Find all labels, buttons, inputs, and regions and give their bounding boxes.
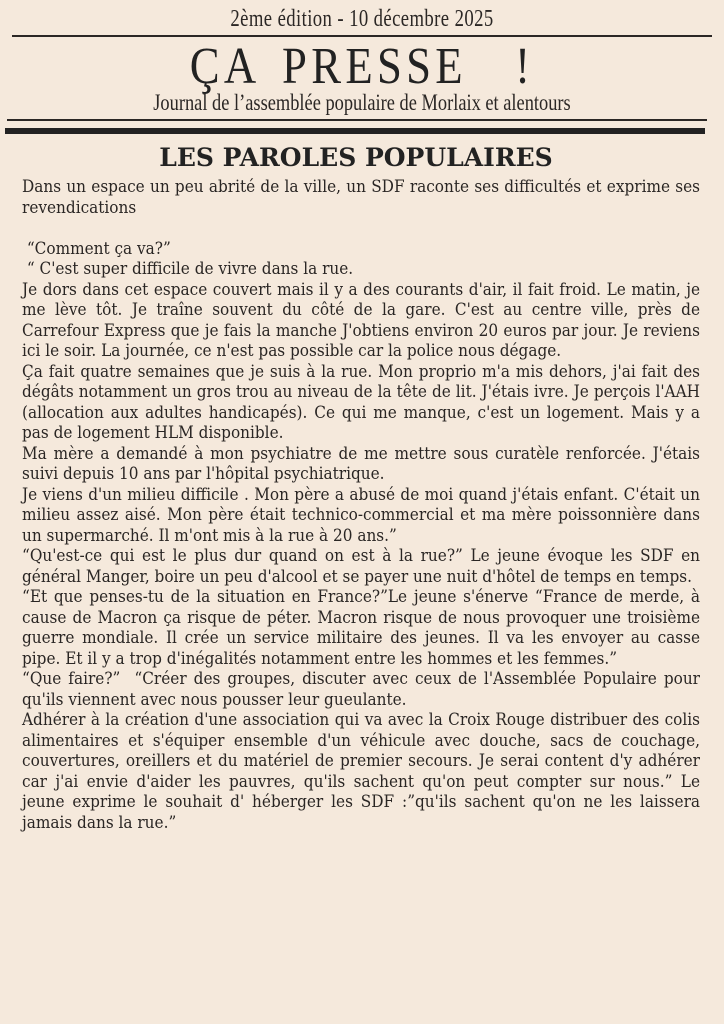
edition-line: 2ème édition - 10 décembre 2025: [230, 6, 494, 32]
paragraph: Je viens d'un milieu difficile . Mon père a abusé de moi quand j'étais enfant. C'était un milieu assez aisé. Mon père était technico-commercial et ma mère poissonnière dans un supermarché. Il m'ont mis à la rue à 20 ans.”: [22, 484, 700, 546]
masthead-title: ÇA PRESSE !: [189, 38, 535, 95]
article-lead: Dans un espace un peu abrité de la ville, un SDF raconte ses difficultés et exprime ses revendications: [22, 177, 700, 218]
paragraph: “Qu'est-ce qui est le plus dur quand on est à la rue?” Le jeune évoque les SDF en général Manger, boire un peu d'alcool et se payer une nuit d'hôtel de temps en temps.: [22, 546, 700, 587]
paragraph: “Comment ça va?”: [22, 238, 171, 259]
paragraph: Adhérer à la création d'une association qui va avec la Croix Rouge distribuer des colis alimentaires et s'équiper ensemble d'un véhicule avec douche, sacs de couchage, couvertures, oreillers et du matériel de premier secours. Je serai content d'y adhérer car j'ai envie d'aider les pauvres, qu'ils sachent qu'on peut compter sur nous.” Le jeune exprime le souhait d' héberger les SDF :”qu'ils sachent qu'on ne les laissera jamais dans la rue.”: [22, 710, 700, 833]
thick-rule: [5, 128, 705, 134]
paragraph: “ C'est super difficile de vivre dans la rue.: [22, 259, 354, 279]
paragraph: Je dors dans cet espace couvert mais il y a des courants d'air, il fait froid. Le matin, je me lève tôt. Je traîne souvent du côté de la gare. C'est au centre ville, près de Carrefour Express que je fais la manche J'obtiens environ 20 euros par jour. Je reviens ici le soir. La journée, ce n'est pas possible car la police nous dégage.: [22, 279, 700, 361]
blank-line: [22, 218, 700, 239]
article-headline: LES PAROLES POPULAIRES: [159, 143, 553, 172]
thin-rule: [7, 119, 707, 121]
paragraph: “Que faire?” “Créer des groupes, discuter avec ceux de l'Assemblée Populaire pour qu'ils viennent avec nous pousser leur gueulante.: [22, 669, 705, 710]
paragraph: “Et que penses-tu de la situation en France?”Le jeune s'énerve “France de merde, à cause de Macron ça risque de péter. Macron risque de nous provoquer une troisième guerre mondiale. Il crée un service militaire des jeunes. Il va les envoyer au casse pipe. Et il y a trop d'inégalités notamment entre les hommes et les femmes.”: [22, 587, 700, 669]
paragraph: Ma mère a demandé à mon psychiatre de me mettre sous curatèle renforcée. J'étais suivi depuis 10 ans par l'hôpital psychiatrique.: [22, 443, 700, 484]
masthead-subtitle: Journal de l’assemblée populaire de Morlaix et alentours: [153, 90, 571, 115]
article-body: [22, 177, 705, 833]
paragraph: Ça fait quatre semaines que je suis à la rue. Mon proprio m'a mis dehors, j'ai fait des dégâts notamment un gros trou au niveau de la tête de lit. J'étais ivre. Je perçois l'AAH (allocation aux adultes handicapés). Ce qui me manque, c'est un logement. Mais y a pas de logement HLM disponible.: [22, 361, 700, 443]
